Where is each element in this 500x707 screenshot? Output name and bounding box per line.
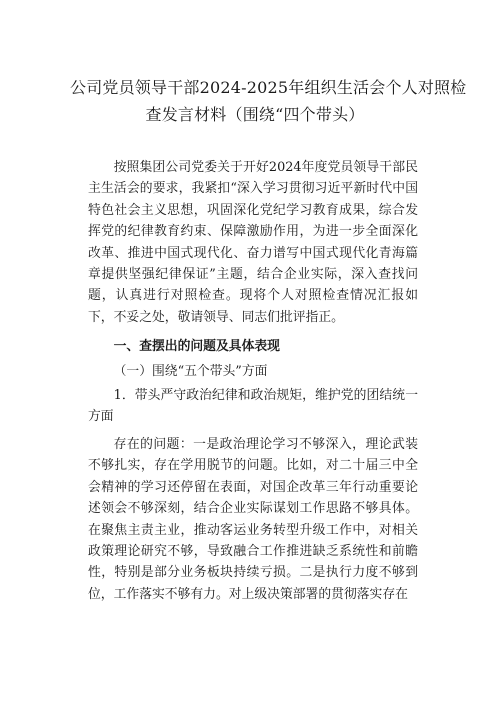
title-line-2: 查发言材料（围绕“四个带头） <box>145 105 365 124</box>
problems-paragraph: 存在的问题：一是政治理论学习不够深入，理论武装不够扎实，存在学用脱节的问题。比如，对二十届三中全会精神的学习还停留在表面，对国企改革三年行动重要论述领会不够深刻，结合企业实际谋划工作思路不够具体。在聚焦主责主业，推动客运业务转型升级工作中，对相关政策理论研究不够，导致融合工作推进缺乏系统性和前瞻性，特别是部分业务板块持续亏损。二是执行力度不够到位，工作落实不够有力。对上级决策部署的贯彻落实存在 <box>88 436 418 602</box>
subsection-heading-1: （一）围绕“五个带头”方面 <box>113 363 268 379</box>
section-heading-1: 一、查摆出的问题及具体表现 <box>113 339 280 355</box>
item-1-title: 1．带头严守政治纪律和政治规矩，维护党的团结统一方面 <box>88 388 418 425</box>
title-line-1: 公司党员领导干部2024-2025年组织生活会个人对照检 <box>70 78 467 97</box>
document-title <box>70 74 467 128</box>
document-body <box>88 157 418 605</box>
intro-paragraph: 按照集团公司党委关于开好2024年度党员领导干部民主生活会的要求，我紧扣“深入学习贯彻习近平新时代中国特色社会主义思想，巩固深化党纪学习教育成果，综合发挥党的纪律教育约束、保障激励作用，为进一步全面深化改革、推进中国式现代化、奋力谱写中国式现代化青海篇章提供坚强纪律保证”主题，结合企业实际，深入查找问题，认真进行对照检查。现将个人对照检查情况汇报如下，不妥之处，敬请领导、同志们批评指正。 <box>88 160 418 325</box>
